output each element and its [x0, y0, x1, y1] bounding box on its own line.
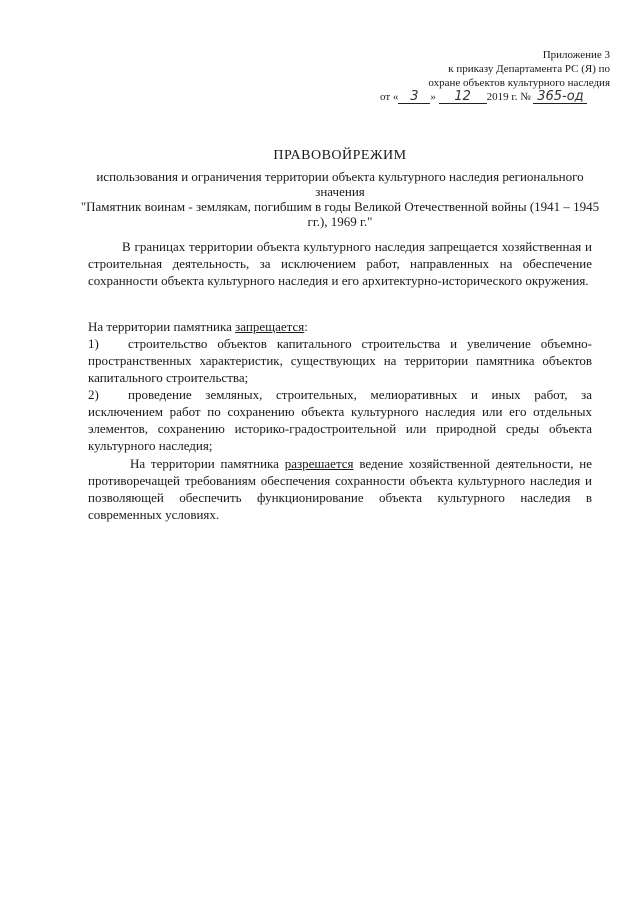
- document-title: ПРАВОВОЙРЕЖИМ: [273, 148, 407, 163]
- order-date-line: [380, 90, 610, 104]
- allowed-keyword: разрешается: [284, 456, 354, 471]
- allowed-paragraph: [88, 455, 592, 523]
- order-reference: к приказу Департамента РС (Я) по: [448, 63, 610, 75]
- department-name: охране объектов культурного наследия: [428, 77, 610, 89]
- document-subtitle: использования и ограничения территории объекта культурного наследия регионального значения: [96, 169, 584, 199]
- year-text: 2019 г. №: [486, 91, 531, 103]
- prohibited-intro-colon: :: [304, 319, 308, 334]
- appendix-header: [380, 48, 610, 104]
- date-mid: »: [430, 91, 436, 103]
- handwritten-month: 12: [439, 91, 487, 104]
- item-number: 1): [88, 336, 99, 351]
- document-title-block: [80, 148, 600, 229]
- restriction-paragraph: В границах территории объекта культурного наследия запрещается хозяйственная и строительная деятельность, за исключением работ, направленных на обеспечение сохранности объекта культурного наследия и его архитектурно-исторического окружения.: [88, 239, 592, 288]
- prohibited-item: [88, 335, 592, 386]
- object-name: "Памятник воинам - землякам, погибшим в годы Великой Отечественной войны (1941 – 1945 гг.), 1969 г.": [80, 199, 600, 229]
- prohibited-section: [88, 318, 592, 454]
- appendix-label: Приложение 3: [542, 49, 610, 61]
- prohibited-item: [88, 386, 592, 454]
- date-prefix: от «: [380, 91, 399, 103]
- prohibited-intro-text: На территории памятника: [88, 319, 236, 334]
- handwritten-day: 3: [398, 91, 430, 104]
- prohibited-intro: [88, 318, 592, 335]
- item-text: проведение земляных, строительных, мелиоративных и иных работ, за исключением работ по сохранению объекта культурного наследия или его отдельных элементов, сохранению историко-градостроительной или природной среды объекта культурного наследия;: [88, 387, 592, 453]
- item-number: 2): [88, 387, 99, 402]
- item-text: строительство объектов капитального строительства и увеличение объемно-пространственных характеристик, существующих на территории памятника объектов капитального строительства;: [88, 336, 592, 385]
- allowed-intro-text: На территории памятника: [130, 456, 285, 471]
- prohibited-keyword: запрещается: [235, 319, 305, 334]
- handwritten-order-number: 365-од: [533, 91, 587, 104]
- allowed-text: ведение хозяйственной деятельности, не противоречащей требованиям обеспечения сохранности объекта культурного наследия и позволяющей обеспечить функционирование объекта культурного наследия в современных условиях.: [88, 456, 592, 522]
